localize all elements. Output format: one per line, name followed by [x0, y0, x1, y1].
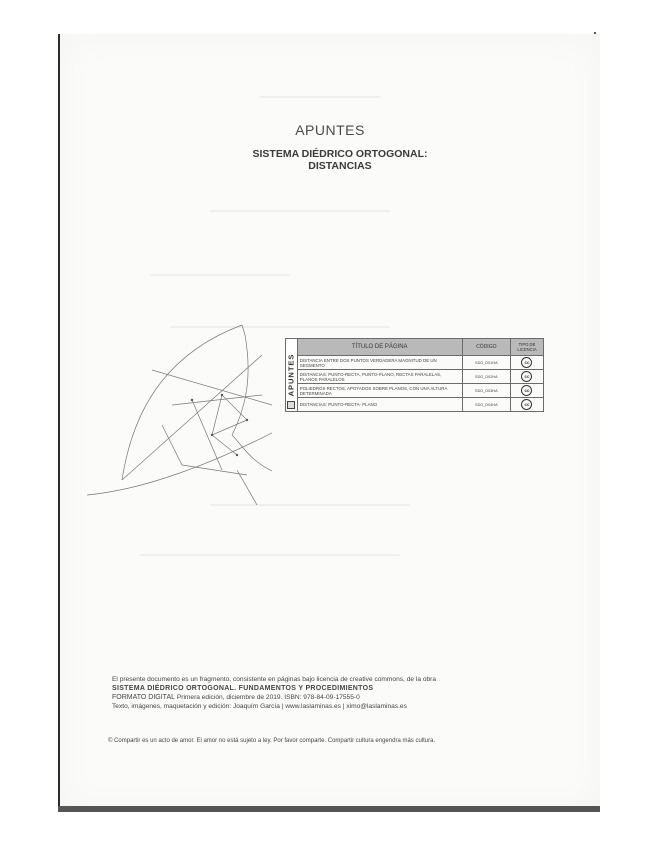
share-note: © Compartir es un acto de amor. El amor no está sujeto a ley. Por favor comparte. Compartir cultura engendra más cultura.: [108, 738, 436, 744]
colophon-edition: [112, 693, 552, 702]
colophon-credits: Texto, imágenes, maquetación y edición: Joaquím García | www.laslaminas.es | ximo@laslaminas.es: [112, 703, 407, 710]
creative-commons-icon: cc: [521, 357, 532, 368]
side-box-icon: [287, 401, 295, 409]
colophon-work-title: SISTEMA DIÉDRICO ORTOGONAL. FUNDAMENTOS Y PROCEDIMIENTOS: [112, 685, 374, 692]
row-code: SDO_D03HA: [462, 384, 510, 398]
colophon-line-1: El presente documento es un fragmento, consistente en páginas bajo licencia de creative commons, de la obra: [112, 676, 437, 683]
row-title: DISTANCIAS: PUNTO-RECTA- PLANO: [297, 398, 462, 412]
table-header-row: [286, 339, 544, 356]
table-row: [286, 356, 544, 370]
row-code: SDO_D01HA: [462, 356, 510, 370]
license-cell: [510, 356, 543, 370]
side-cell: [286, 339, 298, 412]
row-title: DISTANCIAS: PUNTO-RECTA, PUNTO-PLANO, RECTAS PARALELAS, PLANOS PARALELOS: [297, 370, 462, 384]
format-label: FORMATO DIGITAL: [112, 694, 176, 701]
row-code: SDO_D02HA: [462, 370, 510, 384]
row-title: DISTANCIA ENTRE DOS PUNTOS VERDADERA MAGNITUD DE UN SEGMENTO: [297, 356, 462, 370]
license-cell: [510, 370, 543, 384]
subtitle-line-1: SISTEMA DIÉDRICO ORTOGONAL:: [252, 148, 428, 160]
page-title: APUNTES: [295, 122, 365, 138]
page-bottom-edge: [58, 806, 600, 812]
row-title: POLIEDROS RECTOS, APOYADOS SOBRE PLANOS, CON UNA ALTURA DETERMINADA: [297, 384, 462, 398]
table-row: [286, 384, 544, 398]
license-cell: [510, 398, 543, 412]
colophon: [108, 675, 552, 744]
pages-table: [285, 338, 544, 412]
table-row: [286, 398, 544, 412]
side-label: APUNTES: [286, 353, 296, 397]
row-code: SDO_D04HA: [462, 398, 510, 412]
subtitle-line-2: DISTANCIAS: [308, 160, 372, 172]
column-header-code: CÓDIGO: [462, 339, 510, 356]
edition-info: Primera edición, diciembre de 2019. ISBN: 978-84-09-17555-0: [175, 694, 360, 701]
page-subtitle: [120, 148, 560, 172]
dihedral-diagram: [62, 295, 272, 505]
column-header-license: TIPO DE LICENCIA: [510, 339, 543, 356]
column-header-title: TÍTULO DE PÁGINA: [297, 339, 462, 356]
creative-commons-icon: cc: [521, 399, 532, 410]
table-row: [286, 370, 544, 384]
license-cell: [510, 384, 543, 398]
creative-commons-icon: cc: [521, 385, 532, 396]
creative-commons-icon: cc: [521, 371, 532, 382]
